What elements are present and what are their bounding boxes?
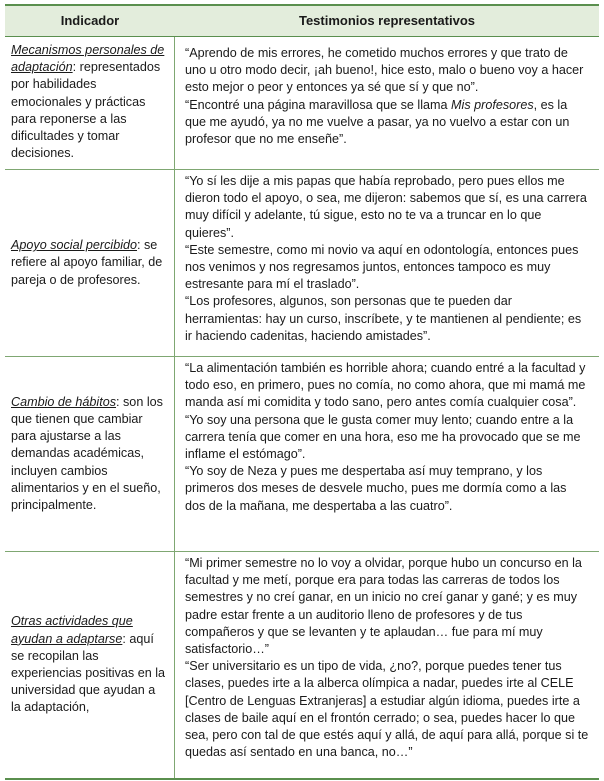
table-header (5, 6, 599, 36)
testimonies-cell (175, 357, 599, 551)
testimony-quote: “Los profesores, algunos, son personas que te pueden dar herramientas: hay un curso, inscríbete, y te mantienen al pendiente; es ir haciendo cadenitas, haciendo amistades”. (185, 294, 582, 343)
indicator-description: : son los que tienen que cambiar para ajustarse a las demandas académicas, incluyen cambios alimentarios y en el sueño, principalmente. (11, 394, 163, 512)
testimony-quote: “Aprendo de mis errores, he cometido muchos errores y que trato de uno u otro modo decir, ¡ah bueno!, hice esto, malo o bueno voy a hacer esto mejor o peor y entonces ya sé que sí y que no”. (185, 46, 584, 95)
indicator-term: Apoyo social percibido (11, 238, 138, 253)
indicator-cell (5, 170, 175, 356)
table-row (5, 551, 599, 778)
testimonies-cell (175, 552, 599, 778)
indicator-description: : aquí se recopilan las experiencias positivas en la universidad que ayudan a la adaptación, (11, 631, 166, 715)
header-testimonios: Testimonios representativos (298, 13, 476, 29)
indicator-term: Otras actividades que ayudan a adaptarse (11, 614, 133, 646)
testimonies-cell (175, 170, 599, 356)
testimonies-cell (175, 37, 599, 169)
header-indicador: Indicador (60, 13, 120, 29)
indicator-description: : se refiere al apoyo familiar, de pareja o de profesores. (11, 238, 163, 287)
testimony-quote: “Yo sí les dije a mis papas que había reprobado, pero pues ellos me dieron todo el apoyo, o sea, me dijeron: sabemos que sí, es una carrera muy difícil y adelante, tú sigue, esto no te va a truncar en lo que quieres”. (185, 174, 587, 240)
indicator-cell (5, 357, 175, 551)
website-name: Mis profesores (451, 97, 534, 112)
indicator-term: Mecanismos personales de adaptación (11, 43, 165, 75)
table-row (5, 36, 599, 169)
testimony-quote: “Mi primer semestre no lo voy a olvidar, porque hubo un concurso en la facultad y me metí, porque era para todas las carreras de todos los semestres y no creí ganar, en un inicio no creí ganar y gané; y es muy padre estar frente a un auditorio lleno de profesores y de tus compañeros y que se levanten y te aplaudan… fue para mí muy satisfactorio…” (185, 556, 582, 657)
indicator-description: : representados por habilidades emocionales y prácticas para reponerse a las dificultades y tomar decisiones. (11, 60, 161, 161)
testimony-quote: “Yo soy de Neza y pues me despertaba así muy temprano, y los primeros dos meses de desvele mucho, pues me dormía como a las dos de la mañana, me despertaba a las cuatro”. (185, 464, 567, 513)
testimony-quote: “La alimentación también es horrible ahora; cuando entré a la facultad y todo eso, en primero, pues no comía, no como ahora, que mi mamá me manda así mi comidita y todo sano, pero antes comía cualquier cosa”. (185, 361, 586, 410)
testimonies-table (5, 4, 599, 780)
indicator-cell (5, 37, 175, 169)
indicator-term: Cambio de hábitos (11, 394, 117, 409)
table-row (5, 356, 599, 551)
testimony-quote: “Yo soy una persona que le gusta comer muy lento; cuando entre a la carrera tenía que comer en una hora, eso me ha provocado que se me inflame el estómago”. (185, 412, 581, 462)
table-row (5, 169, 599, 356)
testimony-quote: “Encontré una página maravillosa que se llama Mis profesores, es la que me ayudó, ya no me vuelve a pasar, ya no vuelvo a estar con un profesor que no me enseñe”. (185, 97, 570, 147)
indicator-cell (5, 552, 175, 778)
testimony-quote: “Este semestre, como mi novio va aquí en odontología, entonces pues nos venimos y nos regresamos juntos, entonces tampoco es muy estresante para mí el traslado”. (185, 242, 579, 292)
testimony-quote: “Ser universitario es un tipo de vida, ¿no?, porque puedes tener tus clases, puedes irte a la alberca olímpica a nadar, puedes irte al CELE [Centro de Lenguas Extranjeras] a estudiar algún idioma, puedes irte a clases de baile aquí en el frontón cerrado; o sea, puedes hacer lo que sea, pero con tal de que estés aquí y allá, de aquí para allá, porque si te quedas así sentado en una banca, no…” (185, 659, 589, 760)
